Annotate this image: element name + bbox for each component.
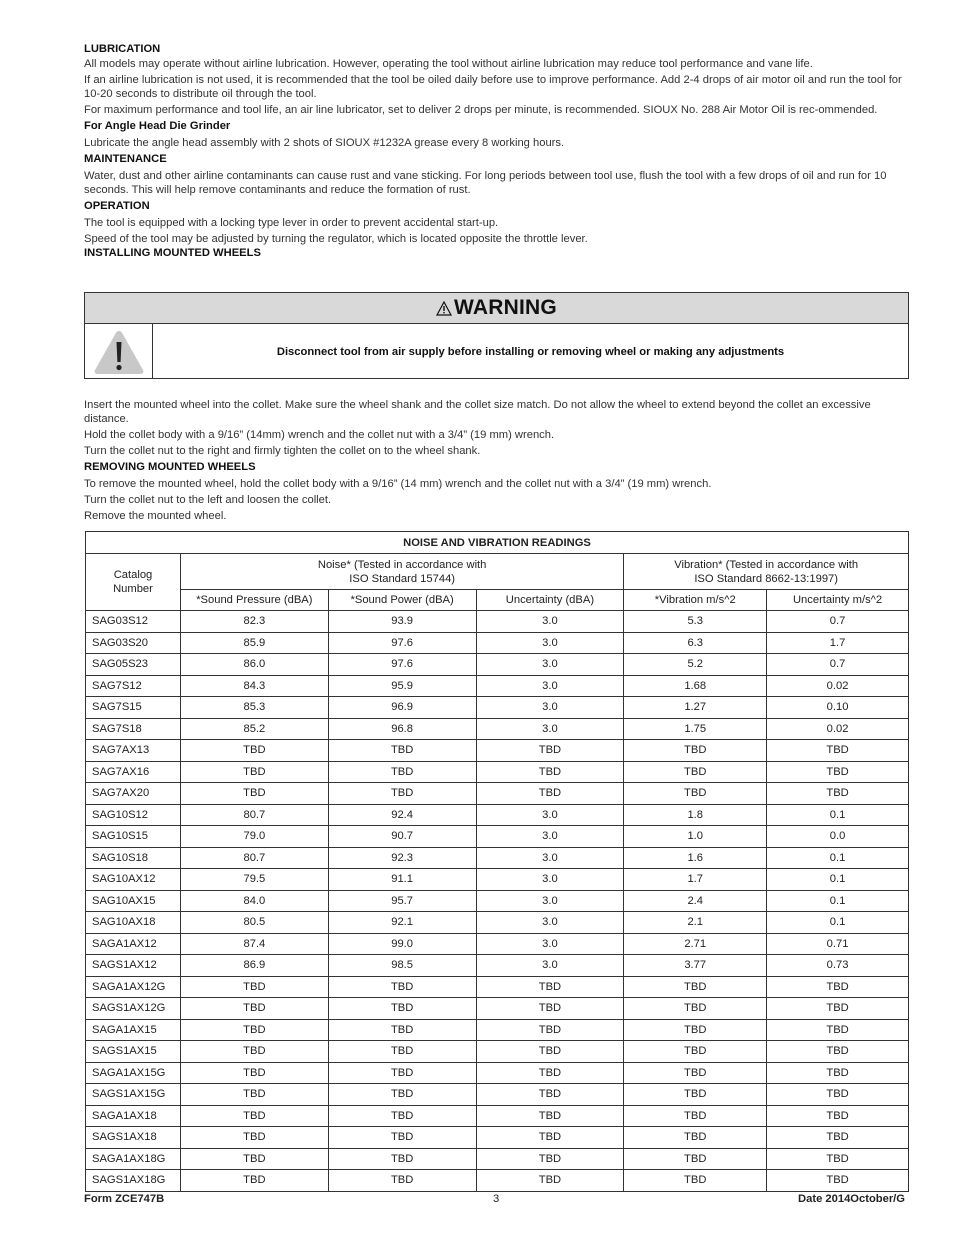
noise-uncertainty-cell: 3.0 <box>476 912 624 934</box>
sound-pressure-cell: TBD <box>180 783 328 805</box>
page-number: 3 <box>493 1193 500 1205</box>
noise-uncertainty-cell: 3.0 <box>476 869 624 891</box>
table-row <box>86 1041 909 1063</box>
catalog-number-cell: SAGA1AX12G <box>86 976 181 998</box>
sound-pressure-cell: TBD <box>180 976 328 998</box>
sound-power-cell: 95.7 <box>328 890 476 912</box>
sound-power-cell: 99.0 <box>328 933 476 955</box>
catalog-number-cell: SAGS1AX15 <box>86 1041 181 1063</box>
catalog-number-cell: SAG10AX18 <box>86 912 181 934</box>
catalog-number-cell: SAG10S15 <box>86 826 181 848</box>
noise-uncertainty-cell: TBD <box>476 1127 624 1149</box>
sound-power-cell: 96.9 <box>328 697 476 719</box>
table-row <box>86 1148 909 1170</box>
installing-heading: INSTALLING MOUNTED WHEELS <box>84 247 261 259</box>
catalog-number-cell: SAGA1AX15G <box>86 1062 181 1084</box>
vibration-uncertainty-cell: TBD <box>767 783 909 805</box>
noise-header-line-1: Noise* (Tested in accordance with <box>317 558 487 571</box>
vibration-cell: TBD <box>624 976 767 998</box>
page-footer <box>84 1193 905 1209</box>
vibration-uncertainty-cell: 0.1 <box>767 847 909 869</box>
vibration-group-header <box>624 554 909 590</box>
catalog-number-cell: SAG03S12 <box>86 611 181 633</box>
sound-power-cell: TBD <box>328 740 476 762</box>
sound-pressure-cell: TBD <box>180 1148 328 1170</box>
vibration-cell: 5.2 <box>624 654 767 676</box>
sound-pressure-cell: 84.3 <box>180 675 328 697</box>
sound-pressure-cell: 79.0 <box>180 826 328 848</box>
table-row <box>86 1084 909 1106</box>
table-row <box>86 1019 909 1041</box>
removing-paragraph-2: Turn the collet nut to the left and loosen the collet. <box>84 494 332 506</box>
noise-uncertainty-cell: TBD <box>476 998 624 1020</box>
sound-power-cell: TBD <box>328 783 476 805</box>
catalog-number-cell: SAG7S12 <box>86 675 181 697</box>
table-row <box>86 697 909 719</box>
table-row <box>86 718 909 740</box>
sound-pressure-cell: 80.7 <box>180 804 328 826</box>
table-row <box>86 933 909 955</box>
sound-power-cell: 91.1 <box>328 869 476 891</box>
sound-power-cell: 90.7 <box>328 826 476 848</box>
vibration-uncertainty-cell: 1.7 <box>767 632 909 654</box>
vibration-uncertainty-cell: TBD <box>767 1148 909 1170</box>
warning-box <box>84 292 909 379</box>
vibration-uncertainty-cell: 0.02 <box>767 718 909 740</box>
table-row <box>86 654 909 676</box>
installing-paragraph-2: Hold the collet body with a 9/16” (14mm) wrench and the collet nut with a 3/4” (19 mm) wrench. <box>84 429 555 441</box>
vibration-cell: TBD <box>624 1062 767 1084</box>
table-row <box>86 998 909 1020</box>
table-row <box>86 740 909 762</box>
catalog-number-cell: SAGA1AX15 <box>86 1019 181 1041</box>
installing-paragraph-3: Turn the collet nut to the right and firmly tighten the collet on to the wheel shank. <box>84 445 481 457</box>
noise-uncertainty-cell: 3.0 <box>476 890 624 912</box>
catalog-number-cell: SAG10AX12 <box>86 869 181 891</box>
noise-uncertainty-cell: TBD <box>476 1041 624 1063</box>
sound-power-cell: 92.1 <box>328 912 476 934</box>
operation-paragraph-2: Speed of the tool may be adjusted by turning the regulator, which is located opposite the throttle lever. <box>84 233 588 245</box>
noise-uncertainty-cell: 3.0 <box>476 611 624 633</box>
noise-uncertainty-cell: TBD <box>476 1148 624 1170</box>
noise-uncertainty-cell: TBD <box>476 1084 624 1106</box>
removing-paragraph-3: Remove the mounted wheel. <box>84 510 227 522</box>
vibration-cell: TBD <box>624 1148 767 1170</box>
vibration-cell: TBD <box>624 1084 767 1106</box>
table-row <box>86 783 909 805</box>
sound-pressure-cell: 85.2 <box>180 718 328 740</box>
catalog-header-line-2: Number <box>113 583 153 595</box>
table-row <box>86 611 909 633</box>
vibration-uncertainty-cell: 0.10 <box>767 697 909 719</box>
content-middle <box>84 398 910 523</box>
sound-pressure-cell: 79.5 <box>180 869 328 891</box>
sound-pressure-cell: 87.4 <box>180 933 328 955</box>
sound-power-cell: 93.9 <box>328 611 476 633</box>
noise-uncertainty-cell: 3.0 <box>476 697 624 719</box>
vibration-uncertainty-cell: TBD <box>767 1105 909 1127</box>
vibration-cell: TBD <box>624 1127 767 1149</box>
noise-uncertainty-cell: TBD <box>476 1019 624 1041</box>
vibration-uncertainty-cell: 0.1 <box>767 869 909 891</box>
vibration-cell: 1.7 <box>624 869 767 891</box>
vibration-header-line-2: ISO Standard 8662-13:1997) <box>694 572 838 585</box>
table-row <box>86 955 909 977</box>
catalog-number-cell: SAG05S23 <box>86 654 181 676</box>
catalog-number-cell: SAG7AX13 <box>86 740 181 762</box>
noise-uncertainty-cell: TBD <box>476 740 624 762</box>
vibration-uncertainty-cell: TBD <box>767 1127 909 1149</box>
sound-power-cell: TBD <box>328 998 476 1020</box>
noise-uncertainty-cell: TBD <box>476 783 624 805</box>
vibration-uncertainty-cell: 0.02 <box>767 675 909 697</box>
vibration-cell: TBD <box>624 1041 767 1063</box>
vibration-uncertainty-cell: TBD <box>767 1062 909 1084</box>
vibration-cell: TBD <box>624 1170 767 1192</box>
exclamation-triangle-icon <box>93 329 145 375</box>
sound-power-cell: 96.8 <box>328 718 476 740</box>
vibration-cell: 1.8 <box>624 804 767 826</box>
catalog-number-cell: SAGS1AX12 <box>86 955 181 977</box>
vibration-cell: TBD <box>624 1019 767 1041</box>
sound-pressure-cell: TBD <box>180 761 328 783</box>
table-row <box>86 804 909 826</box>
noise-uncertainty-cell: 3.0 <box>476 675 624 697</box>
sound-power-cell: TBD <box>328 1019 476 1041</box>
sound-pressure-cell: TBD <box>180 1062 328 1084</box>
sound-power-cell: TBD <box>328 761 476 783</box>
table-row <box>86 890 909 912</box>
catalog-number-cell: SAG7AX20 <box>86 783 181 805</box>
vibration-uncertainty-cell: TBD <box>767 1041 909 1063</box>
sound-pressure-header: *Sound Pressure (dBA) <box>180 590 328 611</box>
vibration-uncertainty-cell: TBD <box>767 998 909 1020</box>
vibration-cell: 2.4 <box>624 890 767 912</box>
table-row <box>86 632 909 654</box>
noise-uncertainty-cell: TBD <box>476 1170 624 1192</box>
sound-pressure-cell: 85.9 <box>180 632 328 654</box>
catalog-number-cell: SAG7S15 <box>86 697 181 719</box>
angle-head-paragraph: Lubricate the angle head assembly with 2 shots of SIOUX #1232A grease every 8 working hours. <box>84 137 565 149</box>
vibration-header: *Vibration m/s^2 <box>624 590 767 611</box>
sound-pressure-cell: TBD <box>180 1019 328 1041</box>
sound-power-cell: TBD <box>328 1127 476 1149</box>
table-row <box>86 976 909 998</box>
vibration-cell: 2.71 <box>624 933 767 955</box>
table-row <box>86 869 909 891</box>
vibration-uncertainty-cell: 0.7 <box>767 611 909 633</box>
table-row <box>86 1127 909 1149</box>
vibration-cell: 5.3 <box>624 611 767 633</box>
sound-power-cell: 92.3 <box>328 847 476 869</box>
sound-power-cell: TBD <box>328 1084 476 1106</box>
vibration-uncertainty-cell: 0.73 <box>767 955 909 977</box>
sound-power-cell: 97.6 <box>328 654 476 676</box>
catalog-number-cell: SAG10AX15 <box>86 890 181 912</box>
catalog-number-cell: SAGA1AX18 <box>86 1105 181 1127</box>
sound-power-cell: 92.4 <box>328 804 476 826</box>
noise-uncertainty-cell: TBD <box>476 1105 624 1127</box>
table-title: NOISE AND VIBRATION READINGS <box>86 532 909 554</box>
sound-pressure-cell: TBD <box>180 1041 328 1063</box>
vibration-uncertainty-cell: TBD <box>767 1170 909 1192</box>
sound-pressure-cell: 84.0 <box>180 890 328 912</box>
noise-uncertainty-cell: TBD <box>476 976 624 998</box>
vibration-uncertainty-cell: TBD <box>767 976 909 998</box>
sound-power-cell: 95.9 <box>328 675 476 697</box>
catalog-number-cell: SAGA1AX18G <box>86 1148 181 1170</box>
sound-power-cell: TBD <box>328 1062 476 1084</box>
vibration-uncertainty-header: Uncertainty m/s^2 <box>767 590 909 611</box>
catalog-number-cell: SAG10S18 <box>86 847 181 869</box>
catalog-number-cell: SAG10S12 <box>86 804 181 826</box>
sound-pressure-cell: TBD <box>180 1084 328 1106</box>
angle-head-heading: For Angle Head Die Grinder <box>84 120 231 132</box>
noise-uncertainty-cell: 3.0 <box>476 804 624 826</box>
maintenance-heading: MAINTENANCE <box>84 153 167 165</box>
lubrication-paragraph-3: For maximum performance and tool life, an air line lubricator, set to deliver 2 drops per minute, is recommended. SIOUX No. 288 Air Motor Oil is rec-ommended. <box>84 104 878 116</box>
noise-uncertainty-cell: 3.0 <box>476 933 624 955</box>
sound-pressure-cell: TBD <box>180 1105 328 1127</box>
noise-uncertainty-cell: TBD <box>476 761 624 783</box>
catalog-number-cell: SAGS1AX18 <box>86 1127 181 1149</box>
operation-paragraph-1: The tool is equipped with a locking type lever in order to prevent accidental start-up. <box>84 217 499 229</box>
operation-heading: OPERATION <box>84 200 150 212</box>
table-row <box>86 1170 909 1192</box>
vibration-cell: TBD <box>624 783 767 805</box>
sound-pressure-cell: TBD <box>180 1170 328 1192</box>
noise-uncertainty-cell: 3.0 <box>476 718 624 740</box>
sound-pressure-cell: 85.3 <box>180 697 328 719</box>
table-row <box>86 912 909 934</box>
catalog-number-cell: SAGS1AX15G <box>86 1084 181 1106</box>
sound-power-cell: TBD <box>328 1148 476 1170</box>
removing-paragraph-1: To remove the mounted wheel, hold the collet body with a 9/16” (14 mm) wrench and the collet nut with a 3/4” (19 mm) wrench. <box>84 478 712 490</box>
sound-pressure-cell: 86.0 <box>180 654 328 676</box>
noise-uncertainty-cell: 3.0 <box>476 847 624 869</box>
catalog-number-header <box>86 554 181 611</box>
warning-body <box>85 324 908 379</box>
warning-header <box>85 293 908 324</box>
lubrication-paragraph-1: All models may operate without airline lubrication. However, operating the tool without airline lubrication may reduce tool performance and vane life. <box>84 58 813 70</box>
catalog-number-cell: SAGS1AX18G <box>86 1170 181 1192</box>
vibration-uncertainty-cell: 0.1 <box>767 890 909 912</box>
vibration-uncertainty-cell: TBD <box>767 740 909 762</box>
lubrication-paragraph-2: If an airline lubrication is not used, it is recommended that the tool be oiled daily before use to improve performance. Add 2-4 drops of air motor oil and run the tool for 10-20 seconds to distribute oil through the tool. <box>84 74 902 100</box>
catalog-number-cell: SAG03S20 <box>86 632 181 654</box>
sound-pressure-cell: 80.5 <box>180 912 328 934</box>
vibration-uncertainty-cell: TBD <box>767 1019 909 1041</box>
warning-title: WARNING <box>454 296 557 319</box>
table-row <box>86 1062 909 1084</box>
catalog-header-line-1: Catalog <box>113 569 153 581</box>
warning-message: Disconnect tool from air supply before installing or removing wheel or making any adjustments <box>276 345 785 358</box>
form-date: Date 2014October/G <box>798 1193 905 1205</box>
vibration-uncertainty-cell: 0.1 <box>767 804 909 826</box>
sound-pressure-cell: 86.9 <box>180 955 328 977</box>
vibration-uncertainty-cell: 0.0 <box>767 826 909 848</box>
sound-power-cell: 97.6 <box>328 632 476 654</box>
sound-pressure-cell: 80.7 <box>180 847 328 869</box>
catalog-number-cell: SAGS1AX12G <box>86 998 181 1020</box>
lubrication-heading: LUBRICATION <box>84 43 161 55</box>
catalog-number-cell: SAG7S18 <box>86 718 181 740</box>
vibration-cell: TBD <box>624 998 767 1020</box>
vibration-uncertainty-cell: TBD <box>767 761 909 783</box>
vibration-cell: 1.6 <box>624 847 767 869</box>
table-row <box>86 826 909 848</box>
sound-pressure-cell: TBD <box>180 998 328 1020</box>
vibration-cell: 3.77 <box>624 955 767 977</box>
sound-power-cell: TBD <box>328 1105 476 1127</box>
table-row <box>86 1105 909 1127</box>
sound-pressure-cell: TBD <box>180 740 328 762</box>
vibration-cell: 2.1 <box>624 912 767 934</box>
noise-header-line-2: ISO Standard 15744) <box>349 572 456 585</box>
installing-paragraph-1: Insert the mounted wheel into the collet. Make sure the wheel shank and the collet size match. Do not allow the wheel to extend beyond the collet an excessive distance. <box>84 399 871 425</box>
noise-vibration-table <box>85 531 909 1192</box>
vibration-cell: 6.3 <box>624 632 767 654</box>
vibration-uncertainty-cell: 0.1 <box>767 912 909 934</box>
noise-uncertainty-cell: 3.0 <box>476 826 624 848</box>
content-top <box>84 42 910 261</box>
noise-group-header <box>180 554 623 590</box>
table-row <box>86 761 909 783</box>
vibration-cell: TBD <box>624 761 767 783</box>
vibration-cell: TBD <box>624 740 767 762</box>
sound-power-cell: TBD <box>328 1170 476 1192</box>
removing-heading: REMOVING MOUNTED WHEELS <box>84 461 256 473</box>
vibration-cell: 1.27 <box>624 697 767 719</box>
noise-uncertainty-header: Uncertainty (dBA) <box>476 590 624 611</box>
sound-power-cell: 98.5 <box>328 955 476 977</box>
form-number: Form ZCE747B <box>84 1193 165 1205</box>
sound-power-header: *Sound Power (dBA) <box>328 590 476 611</box>
table-row <box>86 847 909 869</box>
vibration-cell: TBD <box>624 1105 767 1127</box>
vibration-cell: 1.0 <box>624 826 767 848</box>
sound-power-cell: TBD <box>328 976 476 998</box>
sound-pressure-cell: TBD <box>180 1127 328 1149</box>
table-row <box>86 675 909 697</box>
sound-power-cell: TBD <box>328 1041 476 1063</box>
noise-uncertainty-cell: 3.0 <box>476 654 624 676</box>
vibration-header-line-1: Vibration* (Tested in accordance with <box>674 558 859 571</box>
vibration-cell: 1.68 <box>624 675 767 697</box>
maintenance-paragraph: Water, dust and other airline contaminants can cause rust and vane sticking. For long periods between tool use, flush the tool with a few drops of oil and run for 10 seconds. This will help remove contaminants and reduce the formation of rust. <box>84 170 887 196</box>
catalog-number-cell: SAG7AX16 <box>86 761 181 783</box>
vibration-uncertainty-cell: 0.71 <box>767 933 909 955</box>
vibration-uncertainty-cell: TBD <box>767 1084 909 1106</box>
vibration-cell: 1.75 <box>624 718 767 740</box>
warning-triangle-icon <box>436 301 452 316</box>
warning-icon-cell <box>85 324 153 379</box>
sound-pressure-cell: 82.3 <box>180 611 328 633</box>
noise-uncertainty-cell: TBD <box>476 1062 624 1084</box>
noise-uncertainty-cell: 3.0 <box>476 955 624 977</box>
vibration-uncertainty-cell: 0.7 <box>767 654 909 676</box>
noise-uncertainty-cell: 3.0 <box>476 632 624 654</box>
catalog-number-cell: SAGA1AX12 <box>86 933 181 955</box>
